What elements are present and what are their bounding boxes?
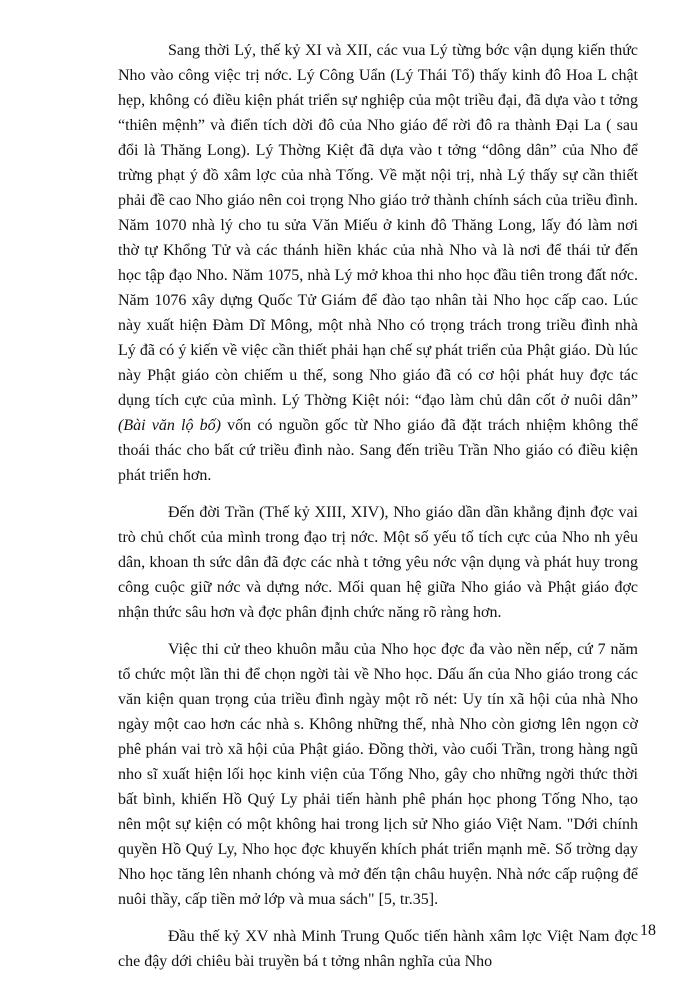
document-page	[118, 38, 638, 986]
paragraph-ly-dynasty-text-end: vốn có nguồn gốc từ Nho giáo đã đặt trách nhiệm không thể thoái thác cho bất cứ triều đình nào. Sang đến triều Trần Nho giáo có điều kiện phát triển hơn.	[118, 417, 638, 484]
paragraph-tran-dynasty: Đến đời Trần (Thế kỷ XIII, XIV), Nho giáo dần dần khẳng định đợc vai trò chủ chốt của mình trong đạo trị nớc. Một số yếu tố tích cực của Nho nh yêu dân, khoan th sức dân đã đợc các nhà t tởng yêu nớc vận dụng và phát huy trong công cuộc giữ nớc và dựng nớc. Mối quan hệ giữa Nho giáo và Phật giáo đợc nhận thức sâu hơn và đợc phân định chức năng rõ ràng hơn.	[118, 504, 638, 621]
paragraph-ming-invasion: Đầu thế kỷ XV nhà Minh Trung Quốc tiến hành xâm lợc Việt Nam đợc che đậy dới chiêu bài truyền bá t tởng nhân nghĩa của Nho	[118, 928, 638, 970]
paragraph-ly-dynasty-text: Sang thời Lý, thế kỷ XI và XII, các vua Lý từng bớc vận dụng kiến thức Nho vào công việc trị nớc. Lý Công Uẩn (Lý Thái Tổ) thấy kinh đô Hoa L chật hẹp, không có điều kiện phát triển sự nghiệp của một triều đại, đã dựa vào t tởng “thiên mệnh” và điển tích dời đô của Nho giáo để rời đô ra thành Đại La ( sau đổi là Thăng Long). Lý Thờng Kiệt đã dựa vào t tởng “dông dân” của Nho để trừng phạt ý đồ xâm lợc của nhà Tống. Về mặt nội trị, nhà Lý thấy sự cần thiết phải đề cao Nho giáo nên coi trọng Nho giáo trở thành chính sách của triều đình. Năm 1070 nhà lý cho tu sửa Văn Miếu ở kinh đô Thăng Long, lấy đó làm nơi thờ tự Khổng Tử và các thánh hiền khác của nhà Nho và là nơi để thái tử đến học tập đạo Nho. Năm 1075, nhà Lý mở khoa thi nho học đầu tiên trong đất nớc. Năm 1076 xây dựng Quốc Tử Giám để đào tạo nhân tài Nho học cấp cao. Lúc này xuất hiện Đàm Dĩ Mông, một nhà Nho có trọng trách trong triều đình nhà Lý đã có ý kiến về việc cần thiết phải hạn chế sự phát triển của Phật giáo. Dù lúc này Phật giáo còn chiếm u thế, song Nho giáo đã có cơ hội phát huy đợc tác dụng tích cực của mình. Lý Thờng Kiệt nói: “đạo làm chủ dân cốt ở nuôi dân”	[118, 42, 638, 409]
paragraph-ly-dynasty	[118, 38, 638, 488]
page-number: 18	[640, 922, 656, 939]
paragraph-ly-dynasty-italic-citation: (Bài văn lộ bố)	[118, 417, 221, 434]
paragraph-examinations: Việc thi cử theo khuôn mẫu của Nho học đợc đa vào nền nếp, cứ 7 năm tổ chức một lần thi để chọn ngời tài về Nho học. Dấu ấn của Nho giáo trong các văn kiện quan trọng của triều đình ngày một rõ nét: Uy tín xã hội của nhà Nho ngày một cao hơn các nhà s. Không những thế, nhà Nho còn giơng lên ngọn cờ phê phán vai trò xã hội của Phật giáo. Đồng thời, vào cuối Trần, trong hàng ngũ nho sĩ xuất hiện lối học kinh viện của Tống Nho, gây cho những ngời thức thời bất bình, khiến Hồ Quý Ly phải tiến hành phê phán học phong Tống Nho, tạo nên một sự kiện có một không hai trong lịch sử Nho giáo Việt Nam. "Dới chính quyền Hồ Quý Ly, Nho học đợc khuyến khích phát triển mạnh mẽ. Số trờng dạy Nho học tăng lên nhanh chóng và mở đến tận châu huyện. Nhà nớc cấp ruộng để nuôi thầy, cấp tiền mở lớp và mua sách" [5, tr.35].	[118, 641, 638, 908]
